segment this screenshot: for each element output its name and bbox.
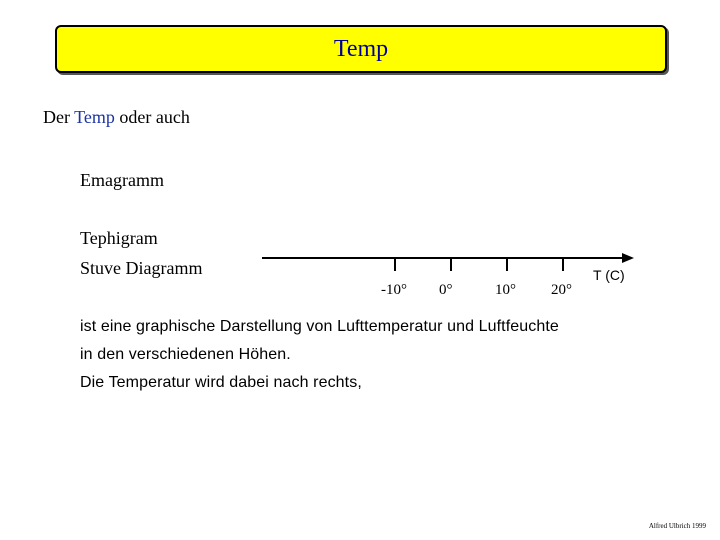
axis-tick-label: 20° — [551, 282, 572, 298]
intro-suffix: oder auch — [119, 107, 190, 127]
description-line-2: in den verschiedenen Höhen. — [80, 346, 291, 363]
intro-highlight: Temp — [74, 107, 115, 127]
description-line-1: ist eine graphische Darstellung von Lufttemperatur und Luftfeuchte — [80, 318, 559, 335]
axis-label: T (C) — [593, 267, 625, 283]
description-line-3: Die Temperatur wird dabei nach rechts, — [80, 374, 362, 391]
term-tephigram: Tephigram — [80, 228, 158, 248]
axis-tick-label: 10° — [495, 282, 516, 298]
page-title: Temp — [333, 35, 389, 62]
term-stuve: Stuve Diagramm — [80, 258, 203, 278]
intro-prefix: Der — [43, 107, 70, 127]
axis-tick-label: 0° — [439, 282, 453, 298]
term-emagramm: Emagramm — [80, 170, 164, 190]
author-credit: Alfred Ulbrich 1999 — [648, 522, 706, 530]
axis-tick-label: -10° — [381, 282, 407, 298]
axis-arrowhead — [622, 253, 634, 263]
